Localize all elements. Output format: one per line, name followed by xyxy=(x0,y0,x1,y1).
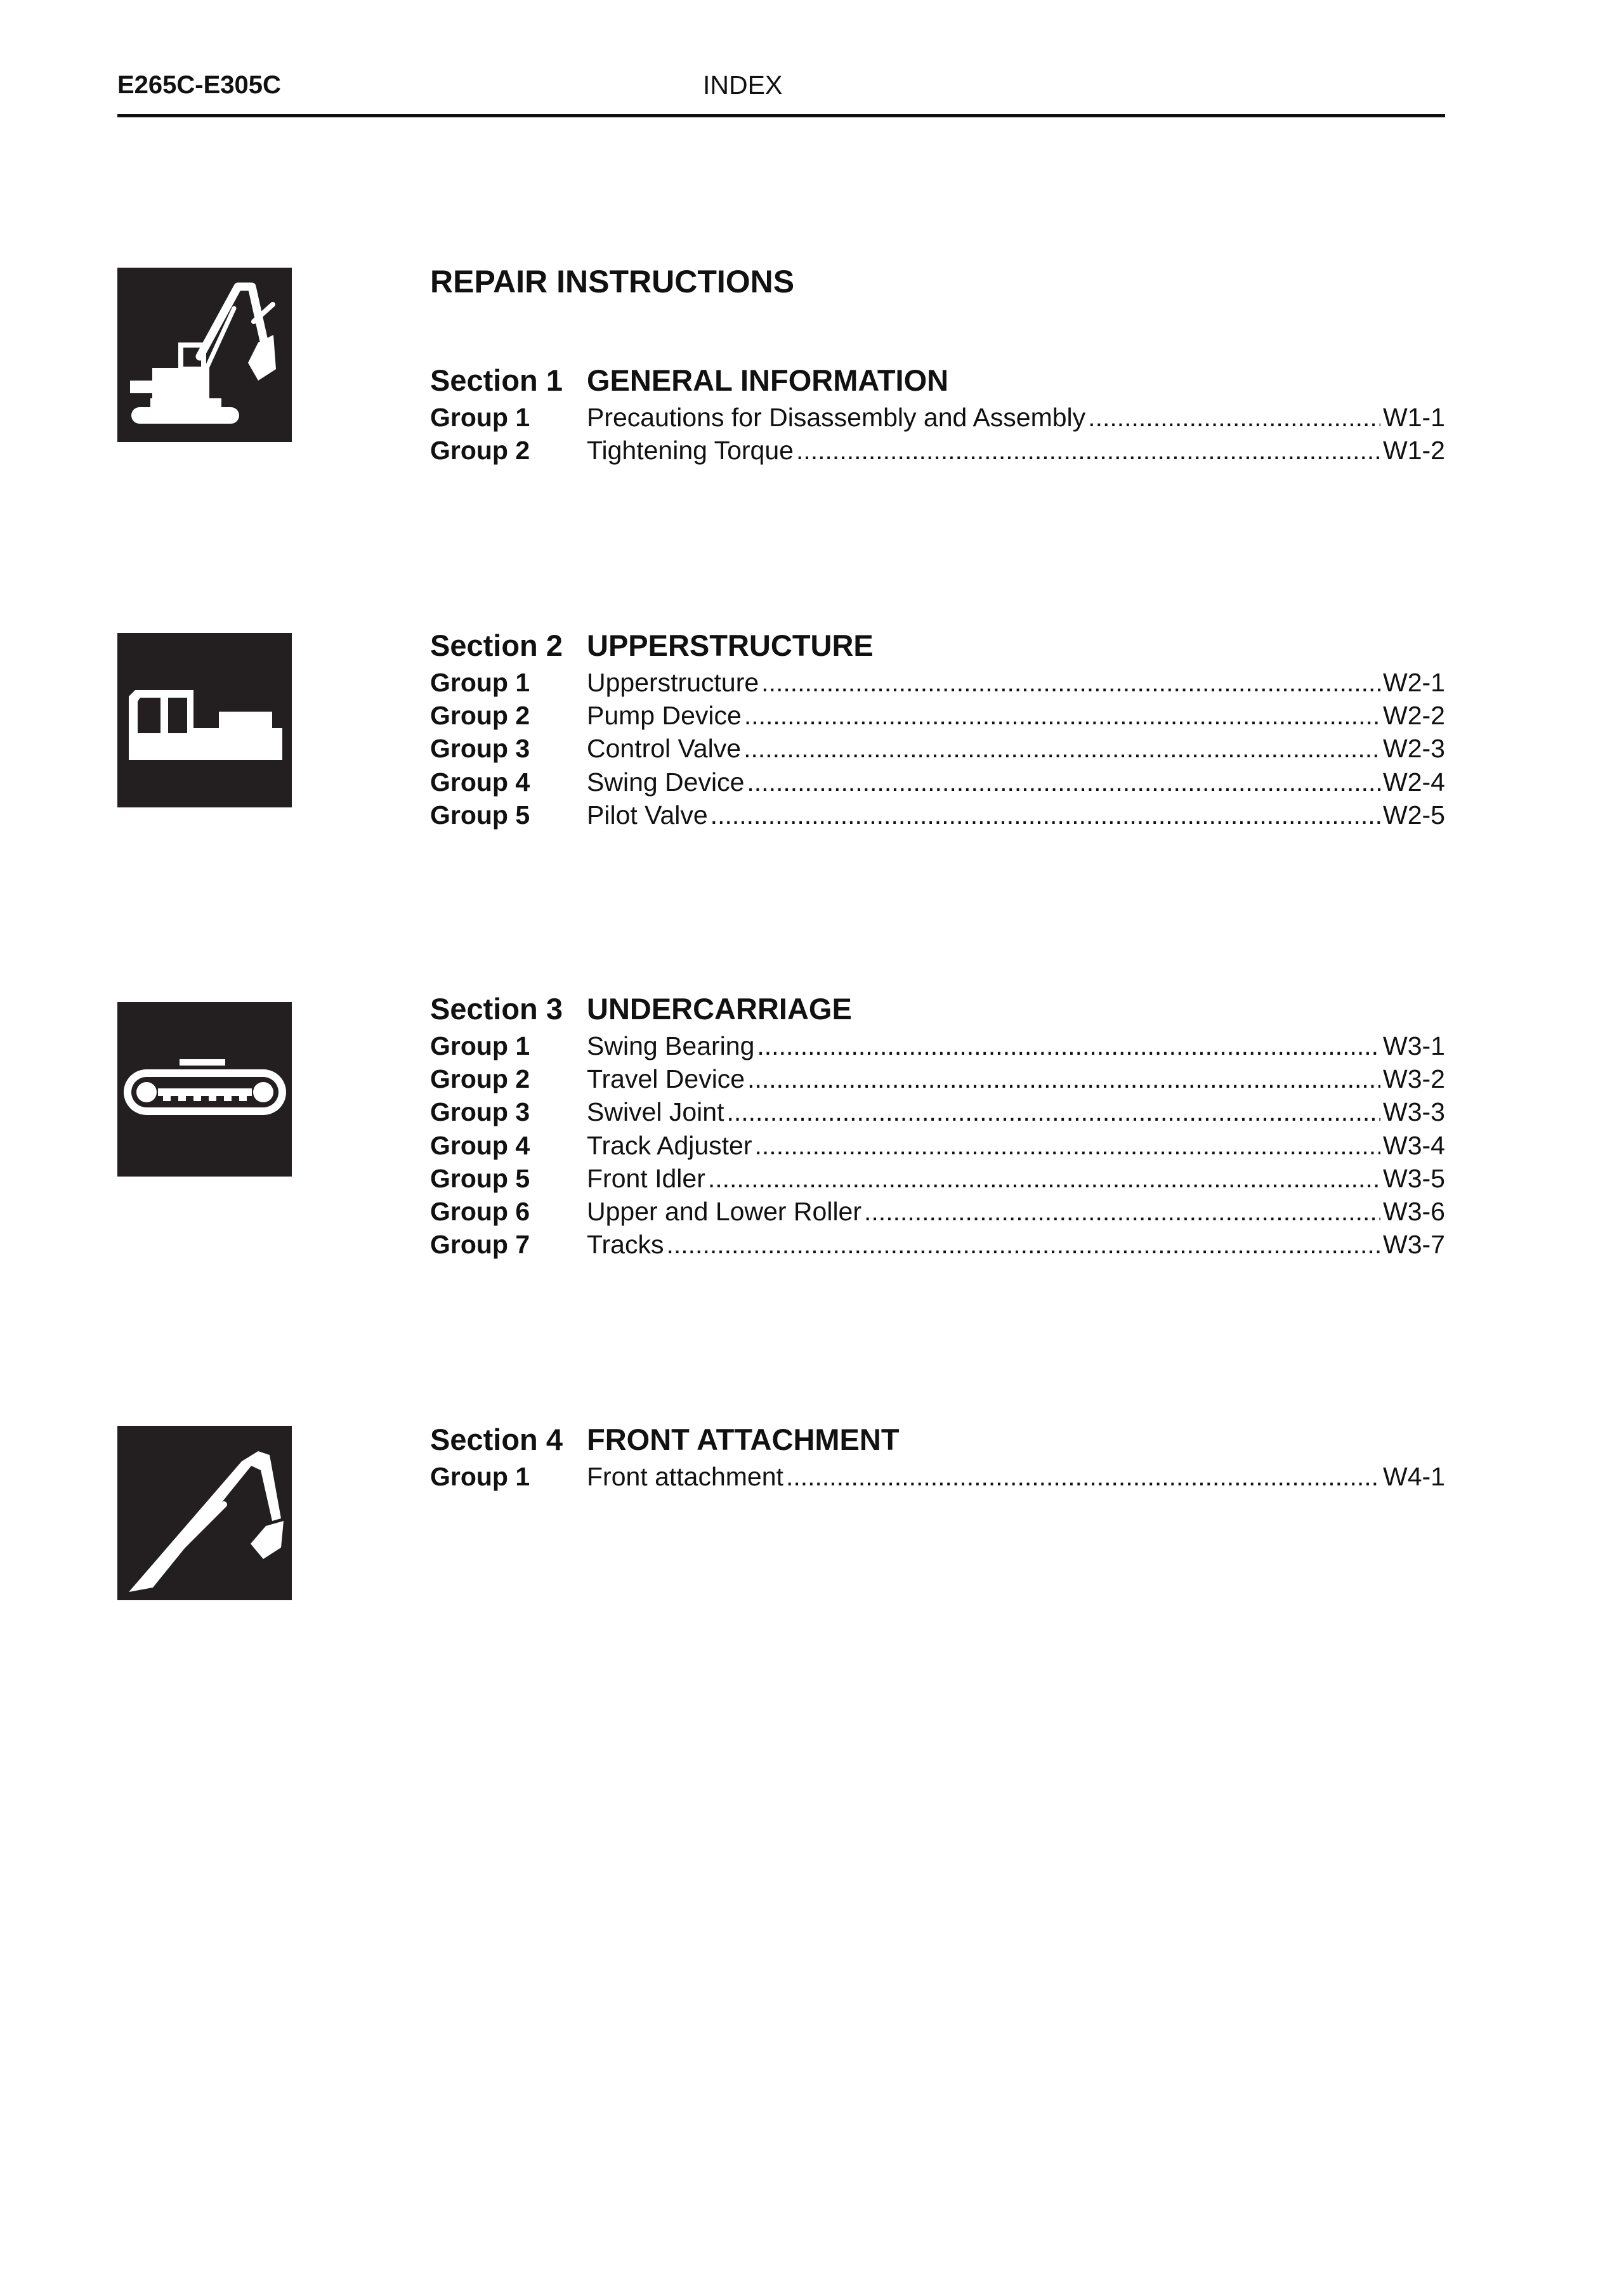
group-name: Swing Bearing xyxy=(587,1031,755,1060)
toc-entry[interactable] xyxy=(430,1096,1445,1129)
upperstructure-icon xyxy=(117,633,292,807)
group-name: Front Idler xyxy=(587,1163,705,1193)
section-front-attachment xyxy=(430,1419,1445,1493)
group-name: Tracks xyxy=(587,1230,664,1260)
toc-entry[interactable] xyxy=(430,799,1445,832)
page-reference: W1-2 xyxy=(1383,435,1445,465)
group-name: Control Valve xyxy=(587,734,742,764)
toc-entry[interactable] xyxy=(430,766,1445,799)
dot-leader xyxy=(726,1097,1380,1127)
group-label: Group 1 xyxy=(430,1031,530,1060)
dot-leader xyxy=(666,1230,1380,1260)
group-name: Swivel Joint xyxy=(587,1097,724,1127)
page-reference: W3-2 xyxy=(1383,1064,1445,1093)
group-name: Precautions for Disassembly and Assembly xyxy=(587,402,1086,432)
track-undercarriage-icon xyxy=(117,1002,292,1177)
dot-leader xyxy=(755,1131,1381,1161)
document-title: INDEX xyxy=(703,70,783,100)
page-reference: W2-4 xyxy=(1383,767,1445,797)
page-reference: W4-1 xyxy=(1383,1461,1445,1491)
dot-leader xyxy=(761,668,1380,698)
group-label: Group 4 xyxy=(430,767,530,797)
page-reference: W3-6 xyxy=(1383,1197,1445,1227)
group-label: Group 2 xyxy=(430,700,530,730)
page-reference: W3-4 xyxy=(1383,1130,1445,1160)
group-label: Group 5 xyxy=(430,800,530,830)
group-label: Group 5 xyxy=(430,1163,530,1193)
main-heading: REPAIR INSTRUCTIONS xyxy=(430,264,795,299)
toc-entry[interactable] xyxy=(430,1195,1445,1228)
dot-leader xyxy=(747,767,1380,797)
toc-entry[interactable] xyxy=(430,1460,1445,1493)
page-reference: W2-5 xyxy=(1383,800,1445,830)
group-label: Group 2 xyxy=(430,435,530,465)
toc-entry[interactable] xyxy=(430,1229,1445,1262)
group-label: Group 3 xyxy=(430,734,530,764)
toc-entry[interactable] xyxy=(430,733,1445,766)
dot-leader xyxy=(744,701,1380,731)
dot-leader xyxy=(796,436,1380,466)
header-divider xyxy=(117,114,1445,117)
toc-entry[interactable] xyxy=(430,401,1445,434)
section-title: UPPERSTRUCTURE xyxy=(587,629,874,662)
section-undercarriage xyxy=(430,988,1445,1262)
page-reference: W3-1 xyxy=(1383,1031,1445,1060)
group-label: Group 6 xyxy=(430,1197,530,1227)
page-reference: W3-3 xyxy=(1383,1097,1445,1127)
section-upperstructure xyxy=(430,625,1445,832)
dot-leader xyxy=(743,734,1380,764)
toc-entry[interactable] xyxy=(430,666,1445,699)
page-reference: W2-3 xyxy=(1383,734,1445,764)
group-label: Group 7 xyxy=(430,1230,530,1260)
group-label: Group 1 xyxy=(430,1461,530,1491)
toc-entry[interactable] xyxy=(430,1062,1445,1095)
section-label: Section 2 xyxy=(430,629,563,662)
section-heading xyxy=(430,625,1445,666)
front-attachment-icon xyxy=(117,1426,292,1600)
section-title: FRONT ATTACHMENT xyxy=(587,1423,900,1456)
toc-entry[interactable] xyxy=(430,1129,1445,1162)
group-name: Swing Device xyxy=(587,767,745,797)
group-name: Pilot Valve xyxy=(587,800,708,830)
excavator-icon xyxy=(117,268,292,442)
section-label: Section 4 xyxy=(430,1423,563,1456)
document-model: E265C-E305C xyxy=(117,71,281,99)
page-reference: W2-2 xyxy=(1383,700,1445,730)
section-general-information xyxy=(430,360,1445,467)
dot-leader xyxy=(786,1462,1380,1492)
toc-entry[interactable] xyxy=(430,1029,1445,1062)
dot-leader xyxy=(757,1031,1380,1061)
page-reference: W1-1 xyxy=(1383,402,1445,432)
group-name: Tightening Torque xyxy=(587,435,794,465)
group-label: Group 1 xyxy=(430,667,530,697)
page-reference: W3-7 xyxy=(1383,1230,1445,1260)
group-name: Front attachment xyxy=(587,1461,783,1491)
toc-entry[interactable] xyxy=(430,434,1445,467)
section-label: Section 1 xyxy=(430,363,563,397)
dot-leader xyxy=(708,1164,1380,1194)
group-name: Travel Device xyxy=(587,1064,745,1093)
dot-leader xyxy=(1088,403,1380,433)
group-label: Group 4 xyxy=(430,1130,530,1160)
dot-leader xyxy=(864,1197,1380,1227)
group-name: Pump Device xyxy=(587,700,742,730)
section-title: UNDERCARRIAGE xyxy=(587,992,852,1026)
dot-leader xyxy=(710,800,1380,830)
group-name: Track Adjuster xyxy=(587,1130,752,1160)
page-reference: W3-5 xyxy=(1383,1163,1445,1193)
toc-entry[interactable] xyxy=(430,699,1445,732)
group-name: Upperstructure xyxy=(587,667,759,697)
group-label: Group 2 xyxy=(430,1064,530,1093)
dot-leader xyxy=(747,1064,1380,1094)
section-label: Section 3 xyxy=(430,992,563,1026)
section-heading xyxy=(430,988,1445,1029)
section-heading xyxy=(430,360,1445,401)
group-label: Group 1 xyxy=(430,402,530,432)
page-reference: W2-1 xyxy=(1383,667,1445,697)
group-name: Upper and Lower Roller xyxy=(587,1197,862,1227)
group-label: Group 3 xyxy=(430,1097,530,1127)
section-heading xyxy=(430,1419,1445,1460)
section-title: GENERAL INFORMATION xyxy=(587,363,949,397)
toc-entry[interactable] xyxy=(430,1162,1445,1195)
